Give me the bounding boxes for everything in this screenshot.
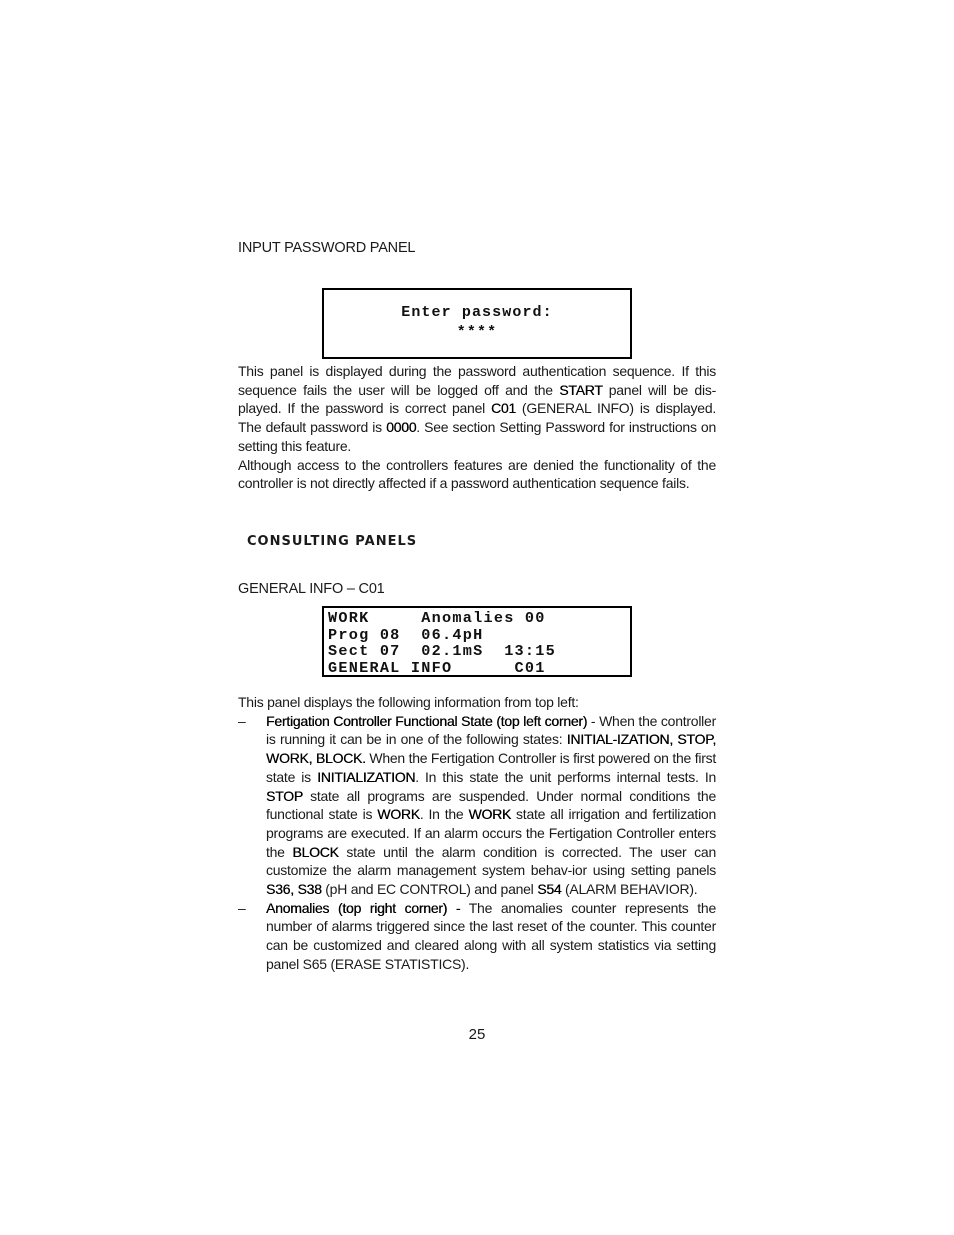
states-list: INITIAL-IZATION, STOP, WORK, BLOCK. [266,731,716,767]
c01-panel-ref: C01 [490,400,516,417]
input-password-panel-title: INPUT PASSWORD PANEL [238,240,416,256]
consulting-panels-heading: CONSULTING PANELS [247,534,418,549]
list-item-functional-state: – Fertigation Controller Functional State (top left corner) - When the controller is running it can be in one of the following states: INITIAL-IZATION, STOP, WORK, BLOCK. When the Fertigation Controller is first powered on the first state is INITIALIZATION. In this state the unit performs internal tests. In STOP state all programs are suspended. Under normal conditions the functional state is WORK. In the WORK state all irrigation and fertilization programs are executed. If an alarm occurs the Fertigation Controller enters the BLOCK state until the alarm condition is corrected. The user can customize the alarm management system behav-ior using setting panels S36, S38 (pH and EC CONTROL) and panel S54 (ALARM BEHAVIOR). [238,712,717,898]
list-dash: – [238,712,246,729]
state-work-2: WORK [468,806,512,823]
lcd-line-prog-ph: Prog 08 06.4pH [328,625,484,644]
default-password: 0000 [386,419,417,436]
general-info-description [238,693,716,974]
start-panel-ref: START [559,381,603,398]
general-info-title: GENERAL INFO – C01 [238,581,385,597]
general-info-lcd-display [322,606,632,677]
state-block: BLOCK [292,843,339,860]
lcd-line-work-anomalies: WORK Anomalies 00 [328,609,546,627]
state-work: WORK [377,806,420,823]
lcd-line-enter-password: Enter password: [401,304,553,321]
functional-state-lead: Fertigation Controller Functional State (top left corner) [266,712,588,729]
state-stop: STOP [266,787,303,804]
anomalies-lead: Anomalies (top right corner) - [266,899,461,916]
password-description [238,362,716,493]
password-lcd-display [322,288,632,359]
lcd-line-password-mask: **** [456,324,498,341]
general-info-intro: This panel displays the following information from top left: [238,694,579,710]
list-dash: – [238,899,246,916]
password-paragraph-1: This panel is displayed during the password authentication sequence. If this sequence fails the user will be logged off and the START panel will be dis-played. If the password is correct panel C01 (GENERAL INFO) is displayed. The default password is 0000. See section Setting Password for instructions on setting this feature. [238,363,716,454]
list-item-anomalies: – Anomalies (top right corner) - The anomalies counter represents the number of alarms triggered since the last reset of the counter. This counter can be customized and cleared along with all system statistics via setting panel S65 (ERASE STATISTICS). [238,899,716,972]
panels-s36-s38: S36, S38 [266,881,322,898]
page-number: 25 [468,1026,486,1043]
panel-s54: S54 [537,881,562,898]
lcd-line-general-info: GENERAL INFO C01 [328,658,546,677]
state-initialization: INITIALIZATION [317,768,416,785]
lcd-line-sect-ms-time: Sect 07 02.1mS 13:15 [328,642,557,660]
password-paragraph-2: Although access to the controllers features are denied the functionality of the controller is not directly affected if a password authentication sequence fails. [238,456,716,492]
